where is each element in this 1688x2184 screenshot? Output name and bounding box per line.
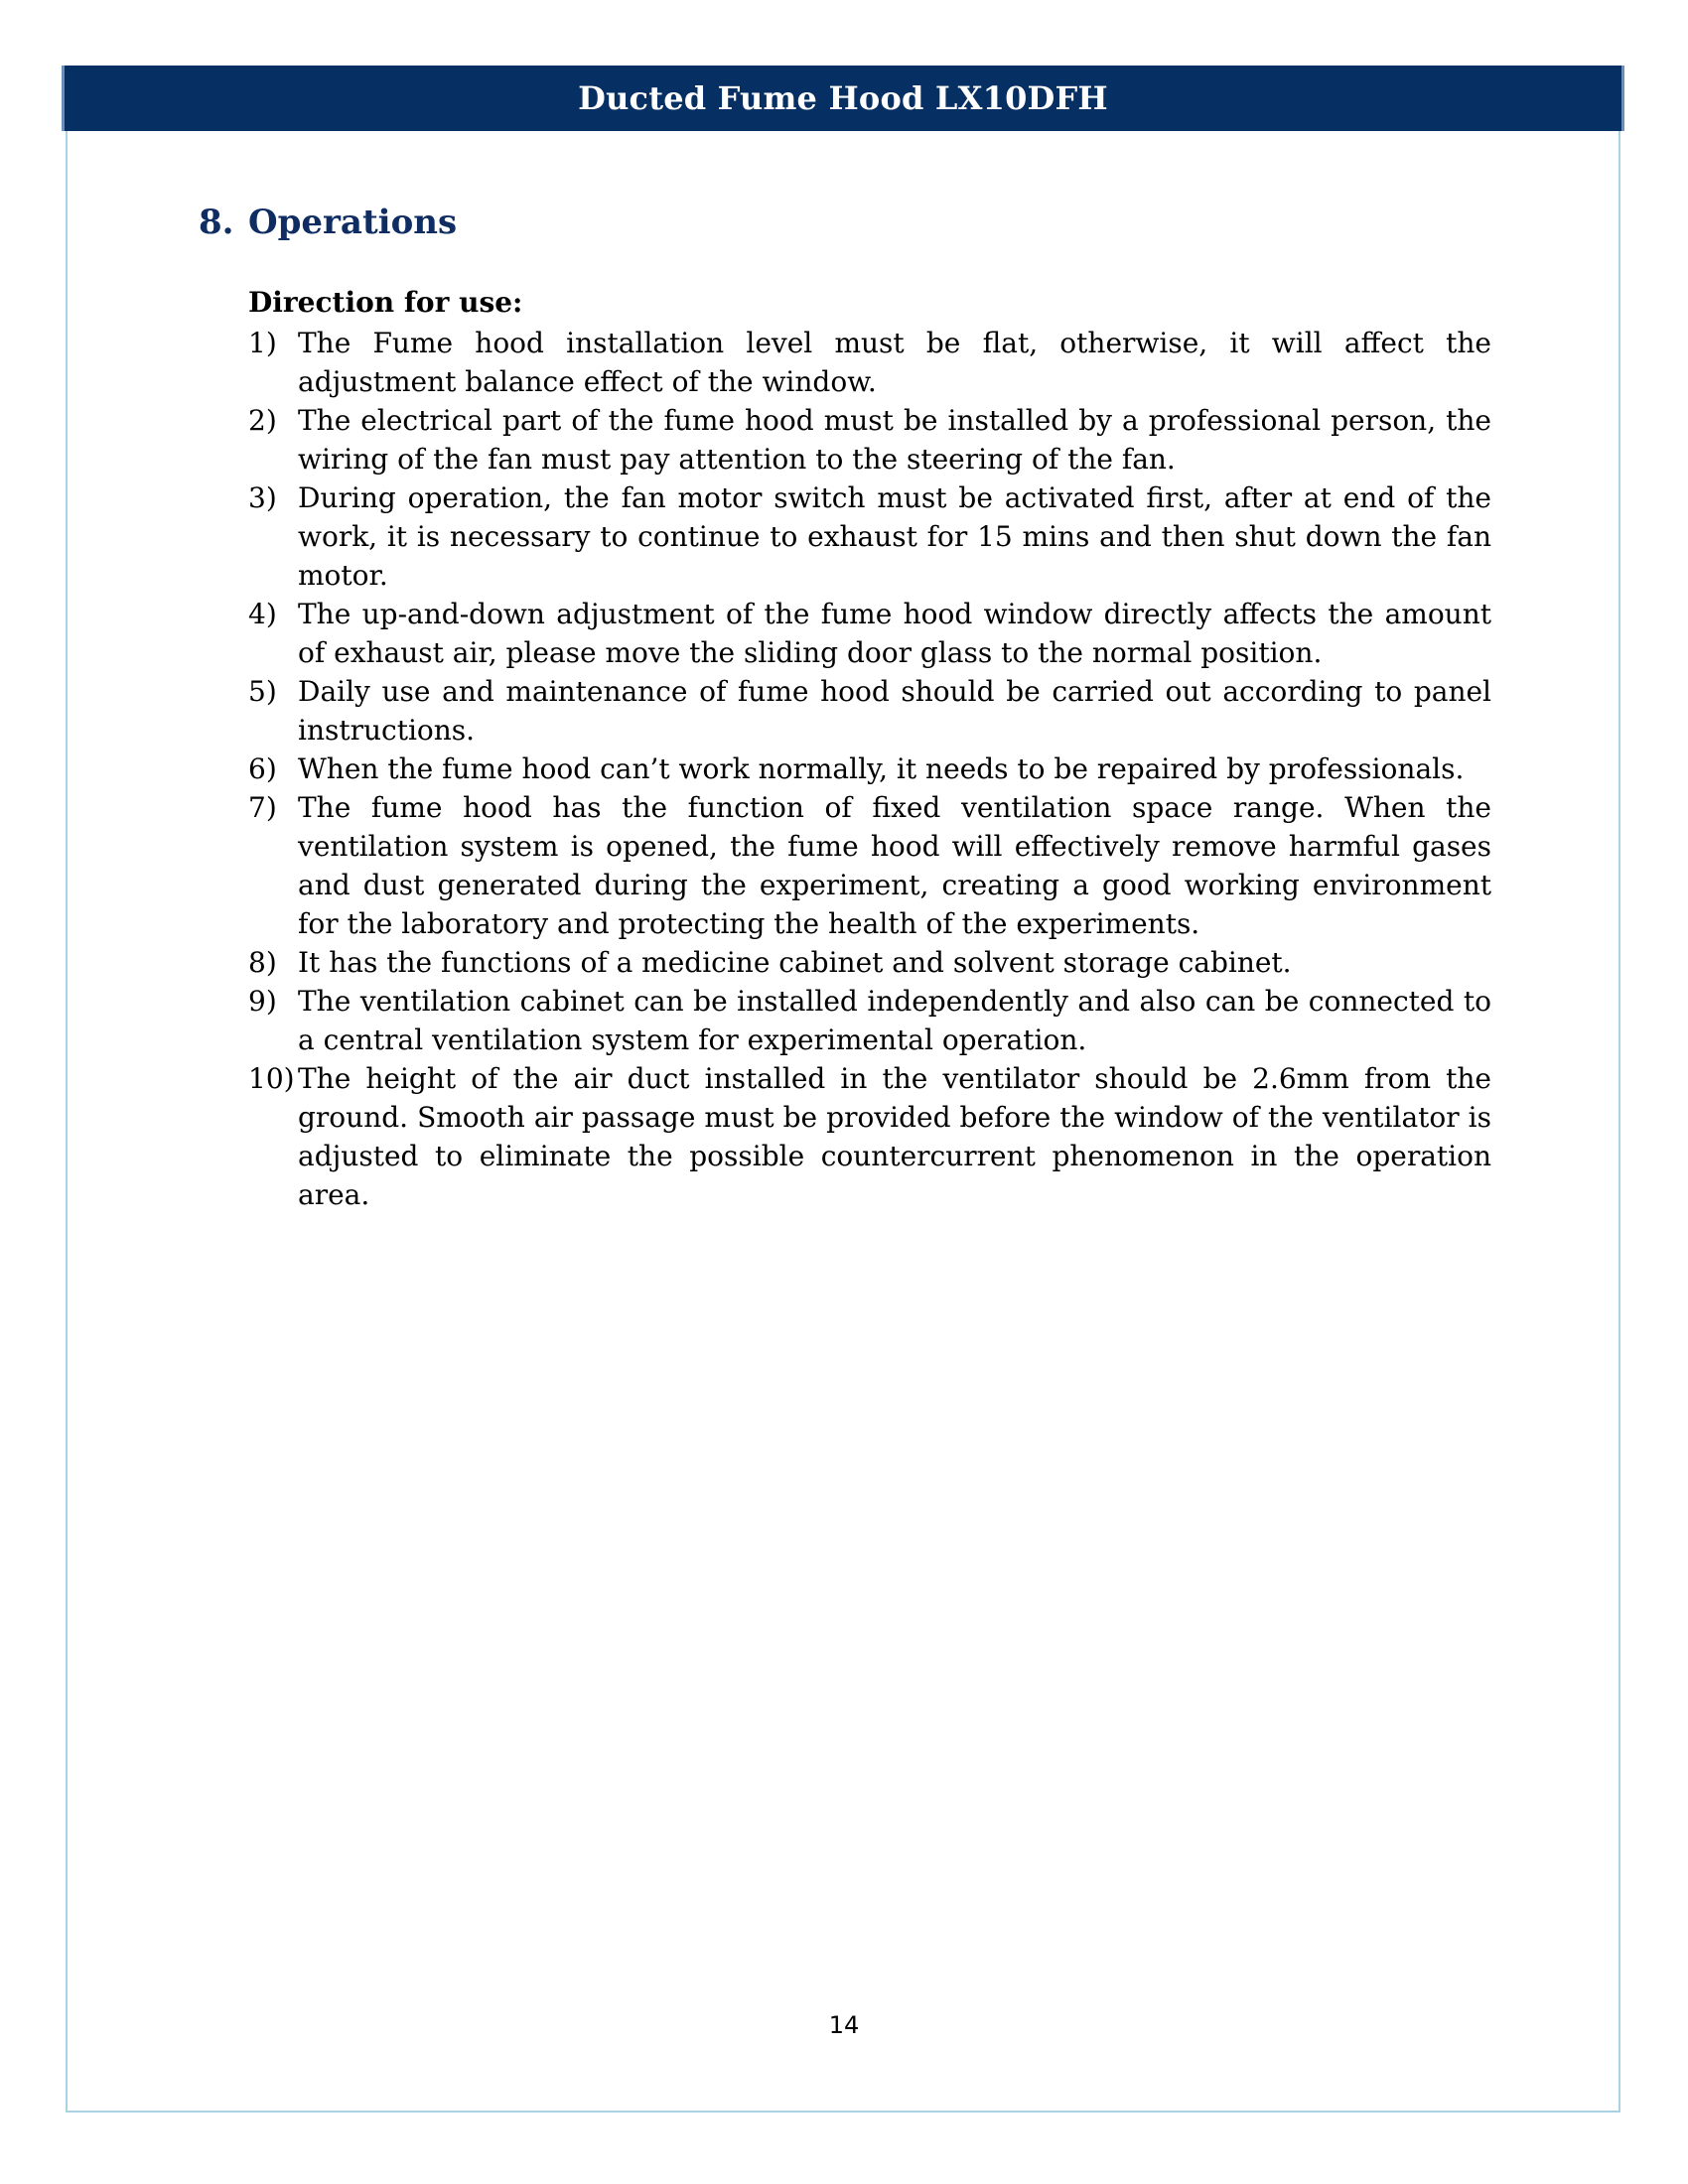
item-text: The ventilation cabinet can be installed independently and also can be connected to a central ventilation system for experimental operation. bbox=[298, 985, 1491, 1056]
item-number: 5) bbox=[248, 675, 277, 708]
list-item bbox=[248, 595, 1491, 672]
item-text: The electrical part of the fume hood must be installed by a professional person, the wiring of the fan must pay attention to the steering of the fan. bbox=[298, 404, 1491, 476]
item-text: The Fume hood installation level must be flat, otherwise, it will affect the adjustment balance effect of the window. bbox=[298, 327, 1491, 398]
list-item bbox=[248, 478, 1491, 595]
item-number: 7) bbox=[248, 791, 277, 824]
section-number: 8. bbox=[199, 203, 234, 242]
item-text: It has the functions of a medicine cabinet and solvent storage cabinet. bbox=[298, 946, 1292, 979]
item-number: 9) bbox=[248, 985, 277, 1018]
item-number: 3) bbox=[248, 481, 277, 514]
item-number: 2) bbox=[248, 404, 277, 437]
list-item bbox=[248, 672, 1491, 750]
header-banner bbox=[62, 66, 1624, 131]
list-item bbox=[248, 401, 1491, 478]
item-number: 10) bbox=[248, 1062, 295, 1095]
section-heading bbox=[199, 199, 457, 246]
section-title: Operations bbox=[248, 203, 458, 242]
direction-subheading: Direction for use: bbox=[248, 286, 523, 319]
item-text: During operation, the fan motor switch must be activated first, after at end of the work, it is necessary to continue to exhaust for 15 mins and then shut down the fan motor. bbox=[298, 481, 1491, 592]
item-text: Daily use and maintenance of fume hood should be carried out according to panel instructions. bbox=[298, 675, 1491, 747]
item-number: 6) bbox=[248, 752, 277, 785]
list-item bbox=[248, 943, 1491, 982]
instruction-list bbox=[248, 324, 1491, 1214]
list-item bbox=[248, 788, 1491, 943]
item-text: The fume hood has the function of fixed ventilation space range. When the ventilation system is opened, the fume hood will effectively remove harmful gases and dust generated during the experiment, creating a good working environment for the laboratory and protecting the health of the experiments. bbox=[298, 791, 1491, 940]
item-text: The up-and-down adjustment of the fume hood window directly affects the amount of exhaust air, please move the sliding door glass to the normal position. bbox=[298, 598, 1491, 669]
item-number: 4) bbox=[248, 598, 277, 630]
document-title: Ducted Fume Hood LX10DFH bbox=[578, 79, 1108, 117]
page-number: 14 bbox=[828, 2011, 860, 2039]
item-number: 8) bbox=[248, 946, 277, 979]
list-item bbox=[248, 750, 1491, 788]
item-text: The height of the air duct installed in the ventilator should be 2.6mm from the ground. Smooth air passage must be provided before the window of the ventilator is adjusted to eliminate the possible countercurrent phenomenon in the operation area. bbox=[298, 1062, 1491, 1211]
item-text: When the fume hood can’t work normally, it needs to be repaired by professionals. bbox=[298, 752, 1465, 785]
list-item bbox=[248, 324, 1491, 401]
list-item bbox=[248, 982, 1491, 1059]
list-item bbox=[248, 1059, 1491, 1214]
item-number: 1) bbox=[248, 327, 277, 359]
